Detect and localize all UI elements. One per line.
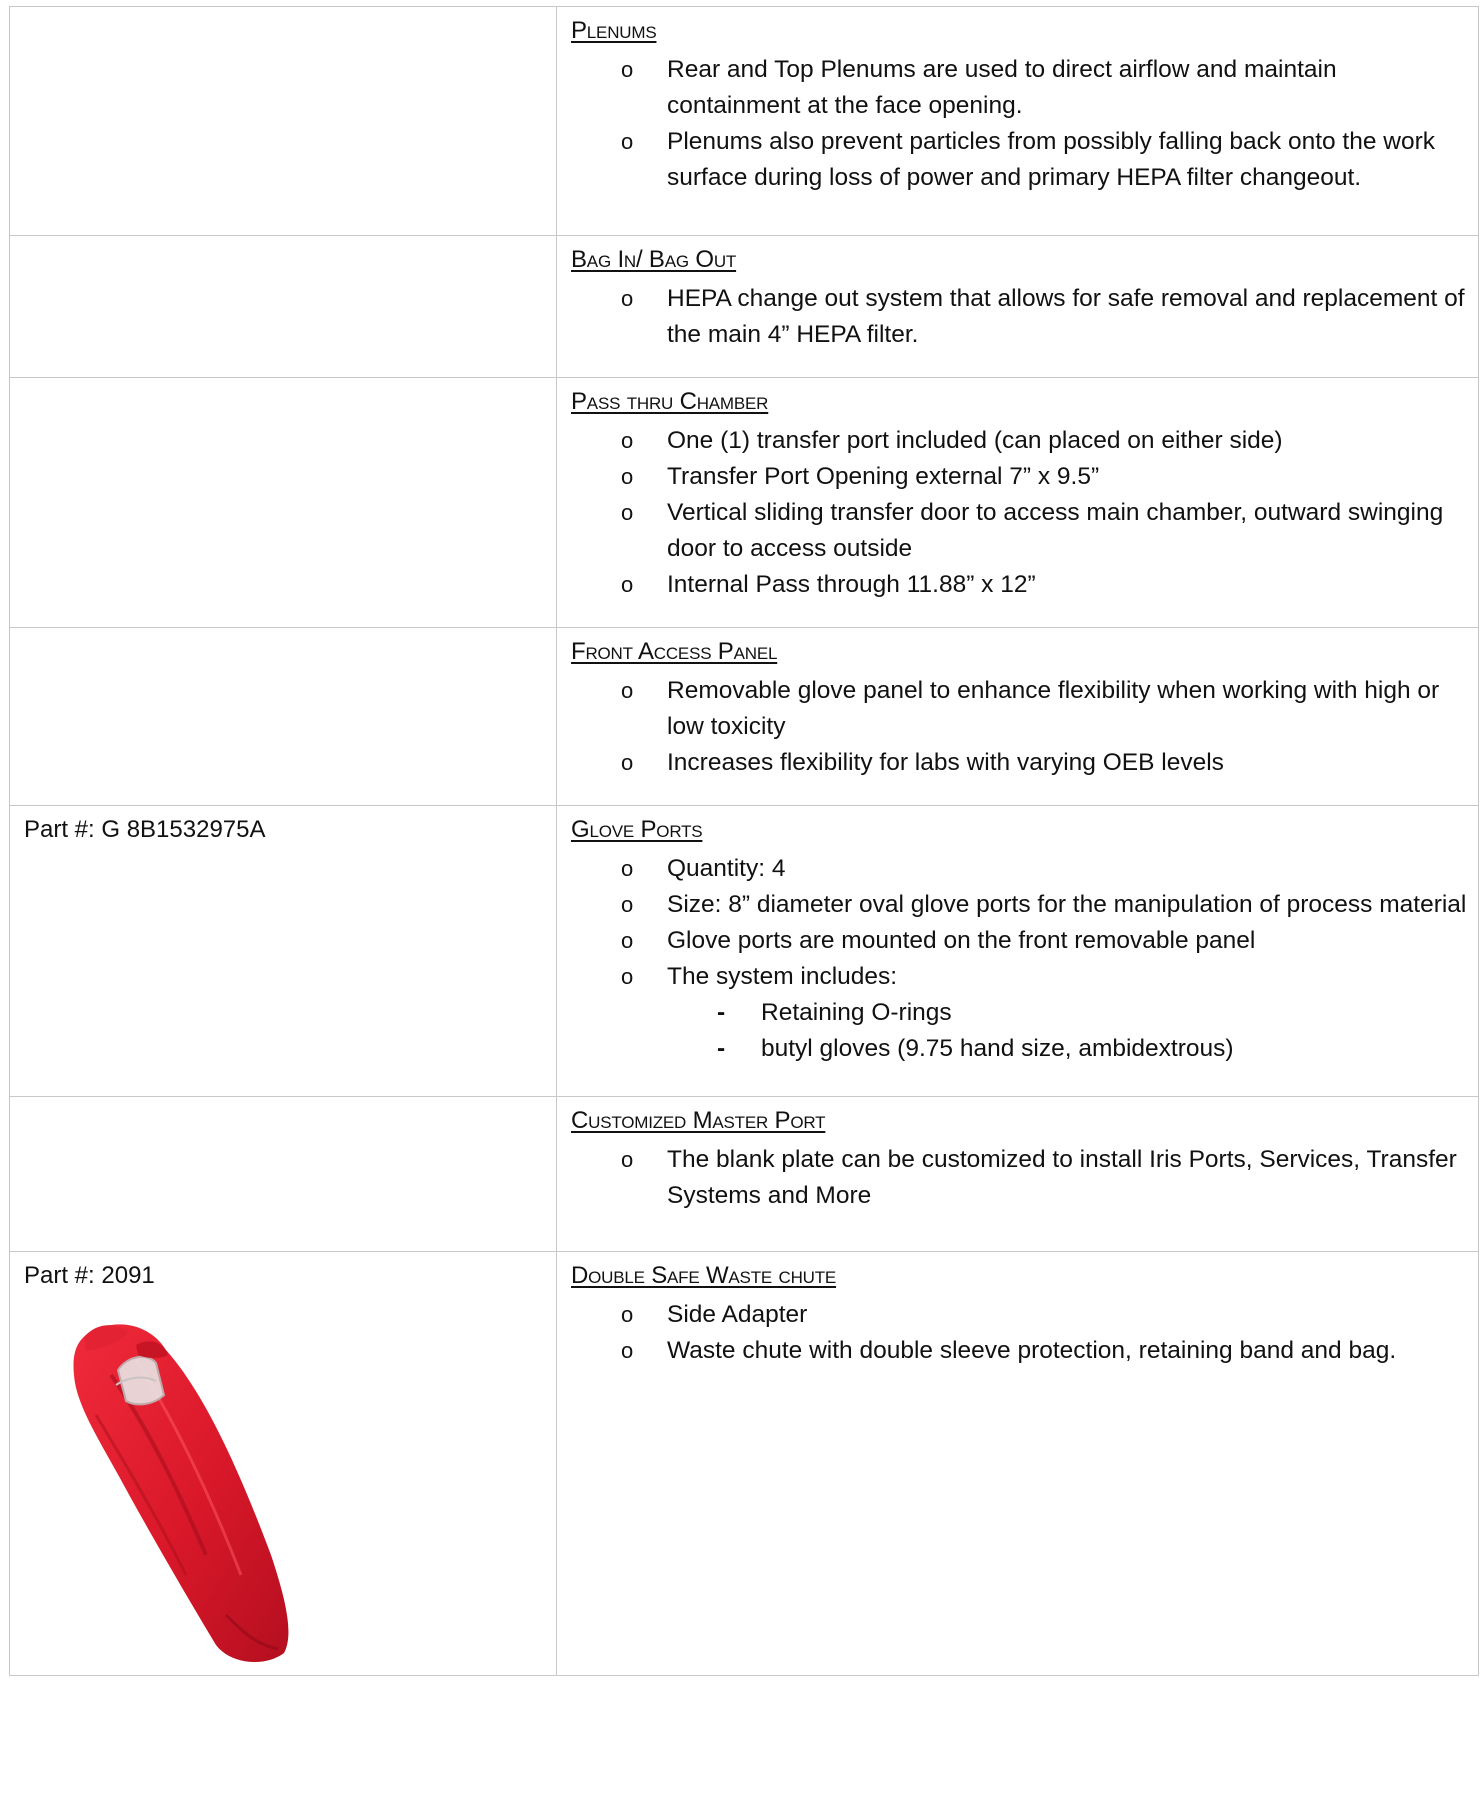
circle-bullet-icon: o <box>621 1338 634 1363</box>
circle-bullet-icon: o <box>621 129 634 154</box>
list-item: o Internal Pass through 11.88” x 12” <box>621 567 1468 603</box>
circle-bullet-icon: o <box>621 856 634 881</box>
list-item: o Quantity: 4 <box>621 851 1468 887</box>
section-title: Front Access Panel <box>571 638 778 665</box>
bullet-list <box>571 673 1468 781</box>
list-item: o Side Adapter <box>621 1297 1468 1333</box>
list-item: o Increases flexibility for labs with varying OEB levels <box>621 745 1468 781</box>
circle-bullet-icon: o <box>621 57 634 82</box>
list-item: o Rear and Top Plenums are used to direct airflow and maintain containment at the face opening. <box>621 52 1468 124</box>
table-row <box>10 236 1479 378</box>
list-item: - Retaining O-rings <box>717 995 1468 1031</box>
list-item: o The system includes: - Retaining O-rings - butyl gloves (9.75 hand size, ambidextrous) <box>621 959 1468 1067</box>
table-row <box>10 1252 1479 1676</box>
section-title: Double Safe Waste chute <box>571 1262 837 1289</box>
list-item: - butyl gloves (9.75 hand size, ambidextrous) <box>717 1031 1468 1067</box>
table-row <box>10 1097 1479 1252</box>
list-item: o The blank plate can be customized to install Iris Ports, Services, Transfer Systems and More <box>621 1142 1468 1214</box>
table-row <box>10 378 1479 628</box>
part-cell <box>10 7 557 236</box>
bullet-list <box>571 851 1468 1067</box>
bullet-list <box>571 52 1468 196</box>
table-row <box>10 628 1479 806</box>
section-title: Plenums <box>571 17 657 44</box>
bullet-list <box>571 1142 1468 1214</box>
description-cell <box>557 1097 1479 1252</box>
list-item: o Glove ports are mounted on the front removable panel <box>621 923 1468 959</box>
table-row <box>10 7 1479 236</box>
sub-bullet-list <box>667 995 1468 1067</box>
list-item: o Removable glove panel to enhance flexibility when working with high or low toxicity <box>621 673 1468 745</box>
part-cell <box>10 628 557 806</box>
part-cell <box>10 236 557 378</box>
table-row <box>10 806 1479 1097</box>
bullet-list <box>571 281 1468 353</box>
spec-table <box>9 6 1479 1676</box>
circle-bullet-icon: o <box>621 464 634 489</box>
section-title: Bag In/ Bag Out <box>571 246 737 273</box>
circle-bullet-icon: o <box>621 750 634 775</box>
section-title: Glove Ports <box>571 816 703 843</box>
part-number-value: : 2091 <box>88 1262 155 1289</box>
circle-bullet-icon: o <box>621 1147 634 1172</box>
circle-bullet-icon: o <box>621 428 634 453</box>
list-item: o Transfer Port Opening external 7” x 9.5” <box>621 459 1468 495</box>
circle-bullet-icon: o <box>621 964 634 989</box>
list-item: o Waste chute with double sleeve protection, retaining band and bag. <box>621 1333 1468 1369</box>
dash-bullet-icon: - <box>717 999 726 1026</box>
list-item: o Plenums also prevent particles from possibly falling back onto the work surface during loss of power and primary HEPA filter changeout. <box>621 124 1468 196</box>
part-cell <box>10 378 557 628</box>
description-cell <box>557 236 1479 378</box>
list-item: o Size: 8” diameter oval glove ports for the manipulation of process material <box>621 887 1468 923</box>
bullet-list <box>571 1297 1468 1369</box>
dash-bullet-icon: - <box>717 1035 726 1062</box>
description-cell <box>557 7 1479 236</box>
circle-bullet-icon: o <box>621 1302 634 1327</box>
section-title: Customized Master Port <box>571 1107 826 1134</box>
circle-bullet-icon: o <box>621 678 634 703</box>
circle-bullet-icon: o <box>621 928 634 953</box>
description-cell <box>557 1252 1479 1676</box>
list-item: o Vertical sliding transfer door to access main chamber, outward swinging door to access outside <box>621 495 1468 567</box>
list-item: o HEPA change out system that allows for safe removal and replacement of the main 4” HEPA filter. <box>621 281 1468 353</box>
part-number <box>24 1261 542 1291</box>
circle-bullet-icon: o <box>621 286 634 311</box>
circle-bullet-icon: o <box>621 500 634 525</box>
circle-bullet-icon: o <box>621 572 634 597</box>
part-cell <box>10 1097 557 1252</box>
description-cell <box>557 806 1479 1097</box>
part-number-value: : G 8B1532975A <box>88 816 266 843</box>
part-number-label: Part # <box>24 816 89 843</box>
circle-bullet-icon: o <box>621 892 634 917</box>
description-cell <box>557 378 1479 628</box>
description-cell <box>557 628 1479 806</box>
bullet-list <box>571 423 1468 603</box>
list-item: o One (1) transfer port included (can placed on either side) <box>621 423 1468 459</box>
waste-chute-image <box>56 1315 316 1675</box>
part-cell <box>10 1252 557 1676</box>
section-title: Pass thru Chamber <box>571 388 769 415</box>
part-number-label: Part # <box>24 1262 89 1289</box>
part-number <box>24 815 542 845</box>
part-cell <box>10 806 557 1097</box>
